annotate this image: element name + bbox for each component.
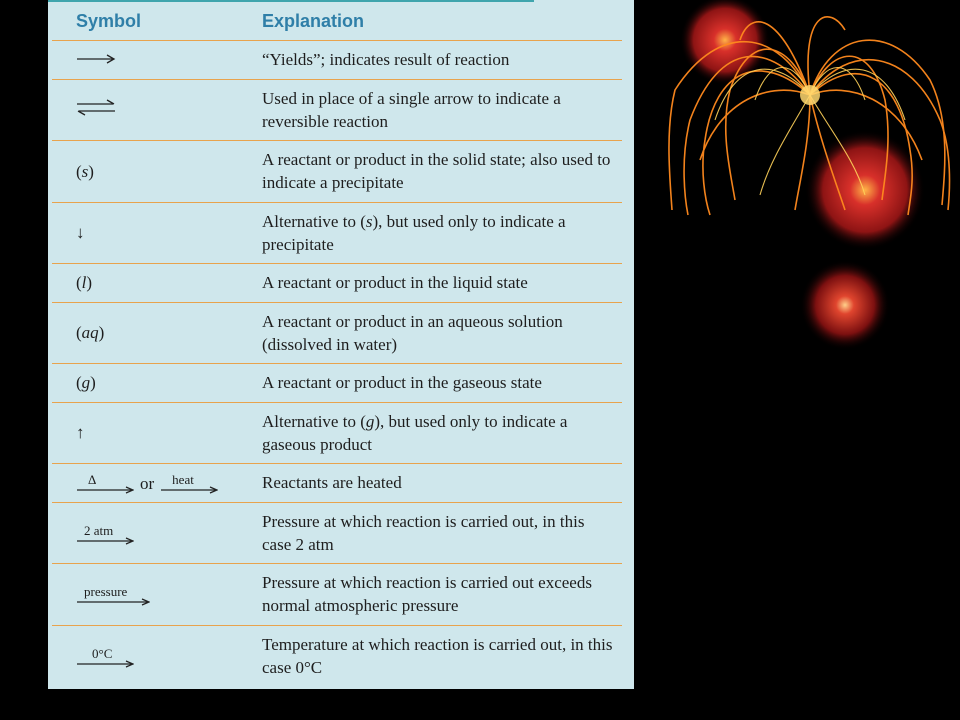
delta-label: Δ xyxy=(88,472,97,488)
glow-ball xyxy=(805,130,925,250)
explanation-cell: “Yields”; indicates result of reaction xyxy=(262,41,622,80)
symbol-cell: (s) xyxy=(52,141,262,203)
symbol-cell: (l) xyxy=(52,264,262,303)
labeled-arrow xyxy=(76,647,134,668)
arrow-icon xyxy=(160,486,218,494)
header-row xyxy=(52,2,622,41)
reaction-symbols-table xyxy=(52,2,622,686)
table-row xyxy=(52,625,622,686)
table-row xyxy=(52,464,622,503)
explanation-cell: A reactant or product in the gaseous state xyxy=(262,364,622,403)
table-row xyxy=(52,264,622,303)
table-row xyxy=(52,502,622,564)
explanation-cell: Alternative to (s), but used only to indicate a precipitate xyxy=(262,202,622,264)
symbol-cell: (aq) xyxy=(52,302,262,364)
table-row xyxy=(52,41,622,80)
explanation-cell: Reactants are heated xyxy=(262,464,622,503)
explanation-header: Explanation xyxy=(262,2,622,41)
symbol-cell: (g) xyxy=(52,364,262,403)
symbol-cell xyxy=(52,41,262,80)
explanation-cell: Used in place of a single arrow to indicate a reversible reaction xyxy=(262,79,622,141)
reversible-arrow-icon xyxy=(76,96,116,118)
fireworks-burst-icon xyxy=(660,0,960,350)
explanation-cell: A reactant or product in an aqueous solution (dissolved in water) xyxy=(262,302,622,364)
glow-ball xyxy=(800,260,890,350)
burst-center xyxy=(800,85,820,105)
table-row xyxy=(52,364,622,403)
table-row xyxy=(52,141,622,203)
heat-label: heat xyxy=(172,472,194,488)
symbol-cell xyxy=(52,564,262,626)
table-row xyxy=(52,202,622,264)
explanation-cell: Pressure at which reaction is carried out exceeds normal atmospheric pressure xyxy=(262,564,622,626)
arrow-icon xyxy=(76,598,150,606)
arrow-label: pressure xyxy=(84,584,128,600)
symbol-cell: ↑ xyxy=(52,402,262,464)
explanation-cell: Alternative to (g), but used only to indicate a gaseous product xyxy=(262,402,622,464)
delta-arrow xyxy=(76,473,134,494)
table-row xyxy=(52,302,622,364)
table-row xyxy=(52,402,622,464)
symbol-cell xyxy=(52,625,262,686)
table-row xyxy=(52,79,622,141)
symbol-cell xyxy=(52,502,262,564)
table-row xyxy=(52,564,622,626)
labeled-arrow xyxy=(76,585,150,606)
symbol-cell xyxy=(52,464,262,503)
arrow-icon xyxy=(76,537,134,545)
symbol-header: Symbol xyxy=(52,2,262,41)
heat-arrow xyxy=(160,473,218,494)
yields-arrow-icon xyxy=(76,53,116,65)
explanation-cell: A reactant or product in the liquid state xyxy=(262,264,622,303)
symbol-cell xyxy=(52,79,262,141)
explanation-cell: Temperature at which reaction is carried out, in this case 0°C xyxy=(262,634,613,677)
arrow-icon xyxy=(76,660,134,668)
arrow-icon xyxy=(76,486,134,494)
or-word: or xyxy=(140,474,155,494)
explanation-cell: A reactant or product in the solid state; also used to indicate a precipitate xyxy=(262,141,622,203)
labeled-arrow xyxy=(76,524,134,545)
arrow-label: 0°C xyxy=(92,645,113,661)
explanation-cell: Pressure at which reaction is carried out, in this case 2 atm xyxy=(262,502,622,564)
symbol-cell: ↓ xyxy=(52,202,262,264)
arrow-label: 2 atm xyxy=(84,522,114,538)
